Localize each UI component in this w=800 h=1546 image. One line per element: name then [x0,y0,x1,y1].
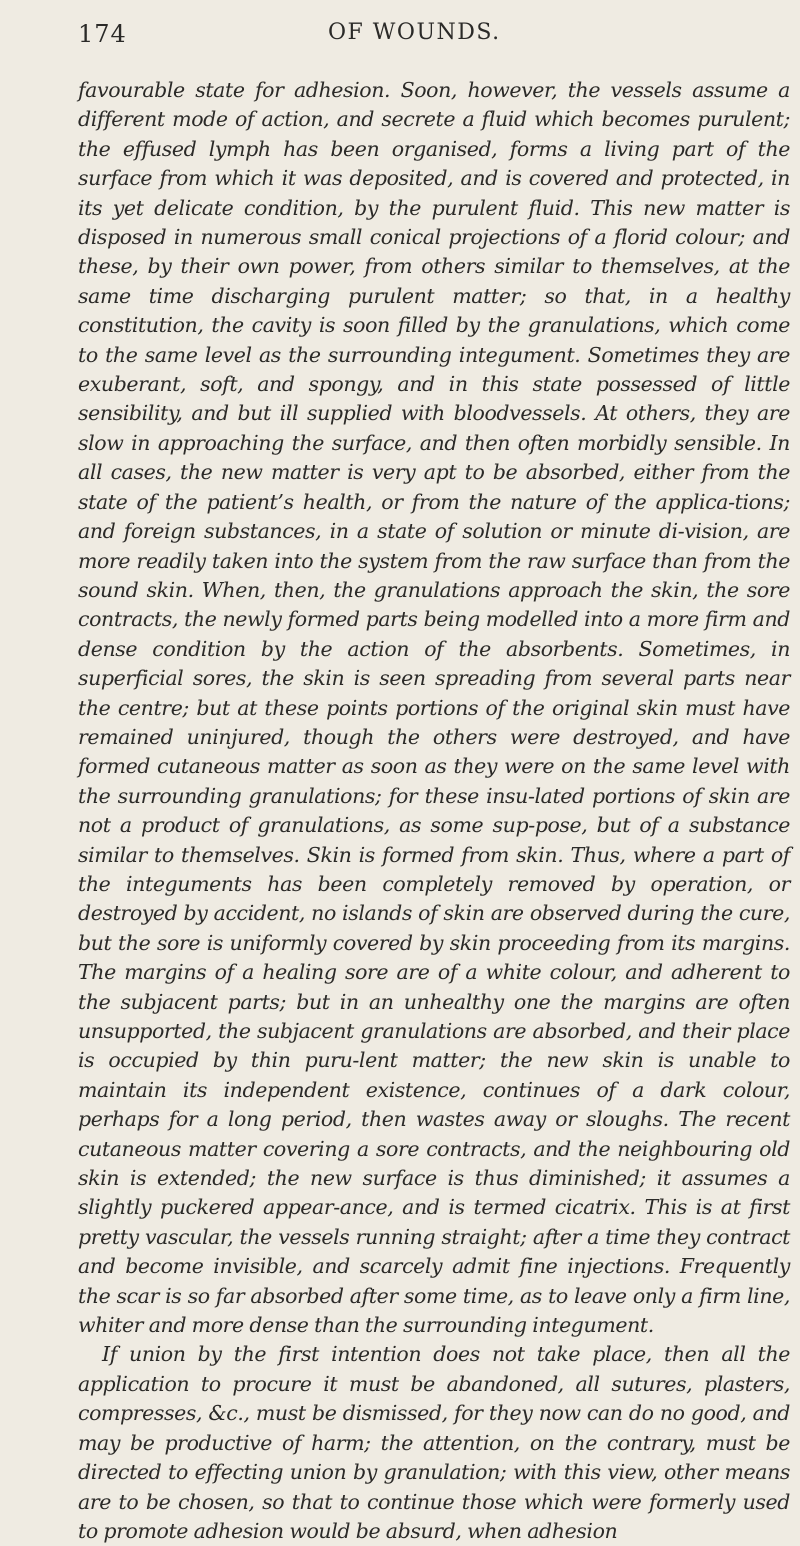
page-header [78,20,740,56]
paragraph-continued: favourable state for adhesion. Soon, however, the vessels assume a different mode of action, and secrete a fluid which becomes purulent; the effused lymph has been organised, forms a living part of the surface from which it was deposited, and is covered and protected, in its yet delicate condition, by the purulent fluid. This new matter is disposed in numerous small conical projections of a florid colour; and these, by their own power, from others similar to themselves, at the same time discharging purulent matter; so that, in a healthy constitution, the cavity is soon filled by the granulations, which come to the same level as the surrounding integument. Sometimes they are exuberant, soft, and spongy, and in this state possessed of little sensibility, and but ill supplied with bloodvessels. At others, they are slow in approaching the surface, and then often morbidly sensible. In all cases, the new matter is very apt to be absorbed, either from the state of the patient’s health, or from the nature of the applica-tions; and foreign substances, in a state of solution or minute di-vision, are more readily taken into the system from the raw surface than from the sound skin. When, then, the granulations approach the skin, the sore contracts, the newly formed parts being modelled into a more firm and dense condition by the action of the absorbents. Sometimes, in superficial sores, the skin is seen spreading from several parts near the centre; but at these points portions of the original skin must have remained uninjured, though the others were destroyed, and have formed cutaneous matter as soon as they were on the same level with the surrounding granulations; for these insu-lated portions of skin are not a product of granulations, as some sup-pose, but of a substance similar to themselves. Skin is formed from skin. Thus, where a part of the integuments has been completely removed by operation, or destroyed by accident, no islands of skin are observed during the cure, but the sore is uniformly covered by skin proceeding from its margins. The margins of a healing sore are of a white colour, and adherent to the subjacent parts; but in an unhealthy one the margins are often unsupported, the subjacent granulations are absorbed, and their place is occupied by thin puru-lent matter; the new skin is unable to maintain its independent existence, continues of a dark colour, perhaps for a long period, then wastes away or sloughs. The recent cutaneous matter covering a sore contracts, and the neighbouring old skin is extended; the new surface is thus diminished; it assumes a slightly puckered appear-ance, and is termed cicatrix. This is at first pretty vascular, the vessels running straight; after a time they contract and become invisible, and scarcely admit fine injections. Frequently the scar is so far absorbed after some time, as to leave only a firm line, whiter and more dense than the surrounding integument. [78,78,790,1338]
page-number: 174 [78,20,127,48]
paragraph-first-intention: If union by the first intention does not take place, then all the application to procure it must be abandoned, all sutures, plasters, compresses, &c., must be dismissed, for they now can do no good, and may be productive of harm; the attention, on the contrary, must be directed to effecting union by granulation; with this view, other means are to be chosen, so that to continue those which were formerly used to promote adhesion would be absurd, when adhesion [78,1342,790,1543]
running-head: OF WOUNDS. [328,20,501,45]
body-text [78,76,790,1546]
